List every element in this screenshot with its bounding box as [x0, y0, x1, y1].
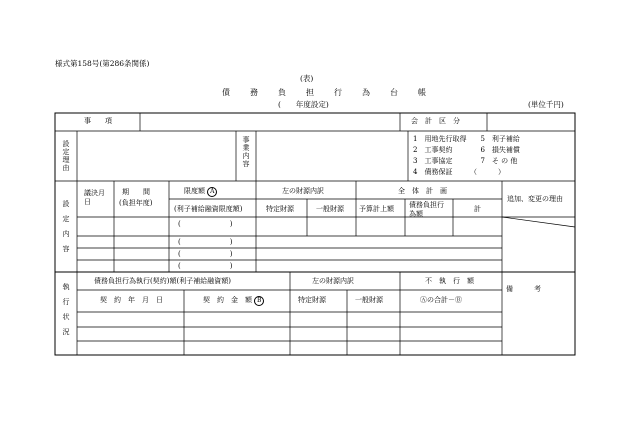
period-sub-label: (負担年度) — [119, 199, 153, 207]
contract-date-label: 契 約 年 月 日 — [100, 296, 163, 304]
form-id: 様式第158号(第286条関係) — [55, 59, 150, 68]
formula-label: Ⓐの合計－Ⓑ — [420, 296, 462, 304]
category-3: 3 工事協定 7 そ の 他 — [413, 157, 518, 165]
account-label: 会 計 区 分 — [411, 117, 460, 125]
non-exec-label: 不 執 行 額 — [425, 277, 474, 285]
exec-amount-label: 債務負担行為執行(契約)額(利子補給融資額) — [94, 277, 231, 285]
contract-amount-label — [203, 296, 264, 306]
limit-sub-label: (利子補給融資限度額) — [174, 205, 243, 213]
budget-amount-label: 予算計上額 — [359, 205, 394, 213]
general-source-label: 一般財源 — [316, 205, 344, 213]
unit-label: (単位千円) — [528, 100, 564, 109]
matter-label: 事 項 — [84, 117, 112, 125]
paren-row: ( ) — [178, 238, 233, 246]
exec-status-label: 執行状況 — [62, 283, 70, 343]
paren-row: ( ) — [178, 250, 233, 258]
period-label: 期 間 — [122, 188, 150, 196]
limit-label — [184, 187, 217, 197]
paren-row: ( ) — [178, 262, 233, 270]
category-4: 4 債務保証 （ ） — [413, 168, 505, 176]
category-2: 2 工事契約 6 損失補償 — [413, 146, 520, 154]
specific-source-label: 特定財源 — [266, 205, 294, 213]
general-source-label-2: 一般財源 — [355, 296, 383, 304]
remarks-label: 備 考 — [506, 285, 541, 293]
page-title: 債務負担行為台帳 — [222, 88, 446, 97]
total-plan-label: 全 体 計 画 — [398, 187, 447, 195]
debt-amount-label: 債務負担行為額 — [409, 201, 444, 218]
header-label: (表) — [300, 74, 314, 83]
left-breakdown-label: 左の財源内訳 — [282, 187, 324, 195]
contract-mark-b: B — [254, 296, 264, 306]
category-1: 1 用地先行取得 5 利子補給 — [413, 135, 520, 143]
specific-source-label-2: 特定財源 — [298, 296, 326, 304]
setting-content-label: 設定内容 — [62, 200, 70, 260]
year-setting: ( 年度設定) — [278, 100, 329, 109]
additional-reason-label: 追加、変更の理由 — [507, 195, 563, 203]
resolution-label: 議決月日 — [84, 189, 105, 206]
limit-text: 限度額 — [184, 187, 205, 195]
paren-row: ( ) — [178, 220, 233, 228]
total-label: 計 — [474, 205, 481, 213]
limit-mark-a: A — [207, 187, 217, 197]
left-breakdown-label-2: 左の財源内訳 — [312, 277, 354, 285]
reason-label: 設定理由 — [62, 140, 70, 172]
contract-amount-text: 契 約 金 額 — [203, 296, 252, 304]
content-label: 事業内容 — [242, 136, 250, 168]
